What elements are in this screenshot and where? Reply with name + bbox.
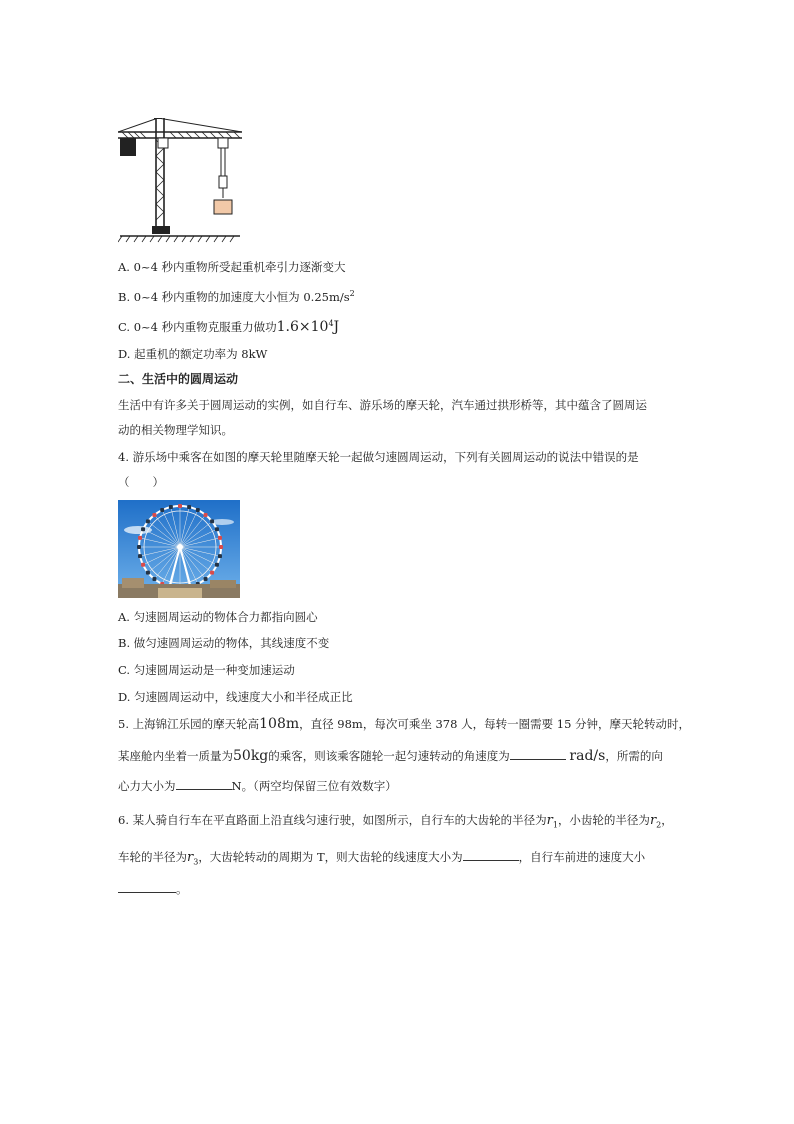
ferris-gondola: [218, 554, 222, 558]
q5-line-3-end: N。（两空均保留三位有效数字）: [231, 779, 397, 793]
q3-option-c-value: 1.6×10: [276, 318, 329, 335]
q3-option-c-text: C. 0~4 秒内重物克服重力做功: [118, 319, 277, 334]
ferris-gondola: [219, 545, 223, 549]
q6-line-2-mid: ，大齿轮转动的周期为 T，则大齿轮的线速度大小为: [198, 850, 463, 864]
ferris-gondola: [215, 527, 219, 531]
q6-r2-sub: 2: [656, 820, 662, 830]
q3-option-b: [118, 286, 355, 305]
q4-option-d: D. 匀速圆周运动中，线速度大小和半径成正比: [118, 690, 353, 704]
section-2-title: 二、生活中的圆周运动: [118, 372, 239, 386]
q5-centripetal-force-blank[interactable]: [176, 777, 232, 790]
q6-line-2: [118, 848, 645, 870]
ferris-gondola: [160, 508, 164, 512]
q6-gear-speed-blank[interactable]: [463, 848, 519, 861]
q3-option-b-text: B. 0~4 秒内重物的加速度大小恒为 0.25m/s: [118, 289, 350, 304]
ferris-gondola: [169, 505, 173, 509]
q4-stem: 4. 游乐场中乘客在如图的摩天轮里随摩天轮一起做匀速圆周运动，下列有关圆周运动的说法中错误的是: [118, 450, 639, 464]
q6-line-3: [118, 880, 188, 897]
q5-line-3: [118, 777, 397, 794]
q3-option-c-exponent: 4: [328, 319, 334, 328]
tower-crane-figure: [118, 118, 242, 244]
q6-r3: r: [187, 850, 194, 865]
q5-height: 108m: [259, 716, 300, 732]
q6-line-2-end: ，自行车前进的速度大小: [518, 850, 646, 864]
q6-r1-sub: 1: [552, 820, 558, 830]
section-2-intro-line-2: 动的相关物理学知识。: [118, 423, 233, 437]
q3-option-a: A. 0~4 秒内重物所受起重机牵引力逐渐变大: [118, 260, 346, 274]
q5-line-3-start: 心力大小为: [118, 779, 176, 793]
ferris-gondola: [141, 527, 145, 531]
section-2-intro-line-1: 生活中有许多关于圆周运动的实例，如自行车、游乐场的摩天轮，汽车通过拱形桥等，其中蕴含了圆周运: [118, 398, 647, 412]
ferris-gondola: [204, 577, 208, 581]
q5-line-2-start: 某座舱内坐着一质量为: [118, 749, 233, 763]
ferris-gondola: [141, 563, 145, 567]
ferris-gondola: [187, 505, 191, 509]
q6-line-1-start: 6. 某人骑自行车在平直路面上沿直线匀速行驶，如图所示，自行车的大齿轮的半径为: [118, 813, 547, 827]
ferris-gondola: [178, 504, 182, 508]
q6-bike-speed-blank[interactable]: [118, 880, 176, 893]
q3-option-b-exponent: 2: [349, 289, 355, 298]
q5-line-1-start: 5. 上海锦江乐园的摩天轮高: [118, 717, 260, 731]
q6-line-3-end: 。: [176, 882, 188, 896]
ferris-gondola: [137, 545, 141, 549]
q6-r3-sub: 3: [193, 857, 199, 867]
ferris-gondola: [215, 563, 219, 567]
q4-option-c: C. 匀速圆周运动是一种变加速运动: [118, 663, 295, 677]
ferris-wheel-figure: [118, 500, 240, 598]
q6-line-1-end: ，: [661, 813, 673, 827]
q4-answer-paren: （ ）: [118, 475, 164, 489]
q4-option-b: B. 做匀速圆周运动的物体，其线速度不变: [118, 636, 330, 650]
q5-line-1-rest: ，直径 98m，每次可乘坐 378 人，每转一圈需要 15 分钟，摩天轮转动时，: [299, 717, 691, 731]
ferris-gondola: [210, 519, 214, 523]
ferris-gondola: [146, 571, 150, 575]
q6-r2: r: [649, 813, 657, 828]
ferris-gondola: [196, 508, 200, 512]
ferris-gondola: [138, 554, 142, 558]
q6-r1: r: [546, 813, 553, 828]
ferris-gondola: [152, 577, 156, 581]
q6-line-1: [118, 812, 673, 833]
ferris-gondola: [152, 513, 156, 517]
q5-line-2-mid: 的乘客，则该乘客随轮一起匀速转动的角速度为: [268, 749, 510, 763]
q3-option-c-unit: J: [333, 318, 340, 335]
q3-option-c: [118, 316, 339, 335]
q5-mass: 50kg: [233, 748, 269, 764]
q5-line-2: [118, 747, 663, 764]
q5-angular-velocity-unit: rad/s: [569, 748, 606, 764]
ferris-gondola: [138, 536, 142, 540]
q5-line-2-end: ，所需的向: [605, 749, 663, 763]
ferris-gondola: [218, 536, 222, 540]
ferris-gondola: [204, 513, 208, 517]
q4-option-a: A. 匀速圆周运动的物体合力都指向圆心: [118, 610, 318, 624]
q5-angular-velocity-blank[interactable]: [510, 747, 566, 760]
ferris-gondola: [146, 519, 150, 523]
q6-line-2-start: 车轮的半径为: [118, 850, 187, 864]
q6-line-1-mid: ，小齿轮的半径为: [557, 813, 650, 827]
ferris-gondola: [210, 571, 214, 575]
q3-option-d: D. 起重机的额定功率为 8kW: [118, 347, 268, 361]
q5-line-1: [118, 716, 690, 732]
